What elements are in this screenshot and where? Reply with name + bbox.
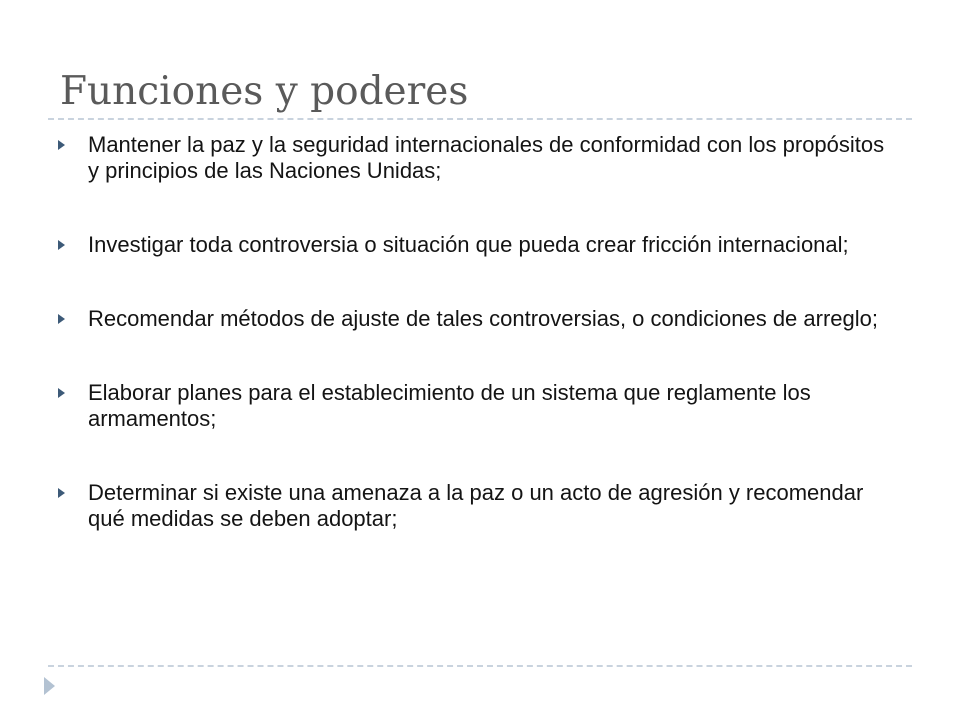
bullet-text: Mantener la paz y la seguridad internacionales de conformidad con los propósitos y principios de las Naciones Unidas;	[88, 132, 885, 183]
bullet-text: Determinar si existe una amenaza a la paz o un acto de agresión y recomendar qué medidas se deben adoptar;	[88, 480, 864, 531]
bullet-list	[58, 132, 900, 580]
triangle-right-icon	[58, 140, 65, 150]
title-divider	[48, 118, 912, 120]
next-slide-arrow-icon[interactable]	[44, 677, 55, 695]
bullet-text: Elaborar planes para el establecimiento de un sistema que reglamente los armamentos;	[88, 380, 811, 431]
bullet-text: Investigar toda controversia o situación que pueda crear fricción internacional;	[88, 232, 849, 257]
list-item	[58, 132, 900, 184]
triangle-right-icon	[58, 314, 65, 324]
triangle-right-icon	[58, 240, 65, 250]
list-item	[58, 480, 900, 532]
list-item	[58, 232, 900, 258]
slide-title: Funciones y poderes	[60, 69, 469, 114]
list-item	[58, 306, 900, 332]
footer-divider	[48, 665, 912, 667]
list-item	[58, 380, 900, 432]
bullet-text: Recomendar métodos de ajuste de tales controversias, o condiciones de arreglo;	[88, 306, 879, 331]
triangle-right-icon	[58, 488, 65, 498]
triangle-right-icon	[58, 388, 65, 398]
